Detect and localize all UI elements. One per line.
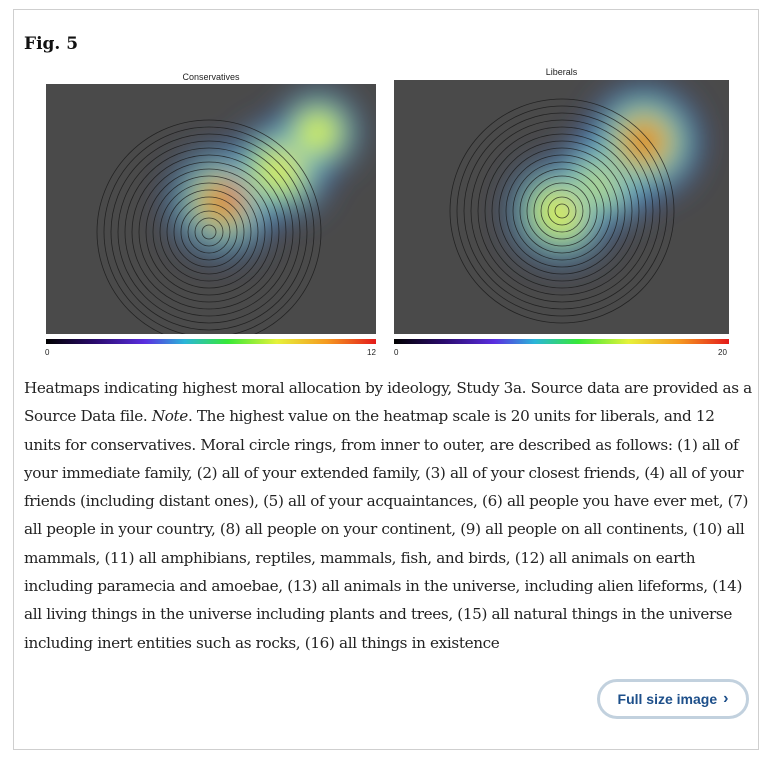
colorbar-liberals [394,339,729,344]
figure-label: Fig. 5 [24,34,79,54]
chevron-right-icon: › [723,690,729,707]
heatmap-conservatives [46,84,376,334]
colorbar-max-conservatives: 12 [367,348,376,357]
figure-caption [24,374,752,657]
full-size-image-label: Full size image [617,691,718,707]
heat-spot [212,191,234,213]
caption-text-2: . The highest value on the heatmap scale is 20 units for liberals, and 12 units for conservatives. Moral circle rings, from inner to outer, are described as follows: (1) all of your immediate family, (2) all of your extended family, (3) all of your closest friends, (4) all of your friends (including distant ones), (5) all of your acquaintances, (6) all people you have ever met, (7) all people in your country, (8) all people on your continent, (9) all people on all continents, (10) all mammals, (11) all amphibians, reptiles, mammals, fish, and birds, (12) all animals on earth including paramecia and amoebae, (13) all animals in the universe, including alien lifeforms, (14) all living things in the universe including plants and trees, (15) all natural things in the universe including inert entities such as rocks, (16) all things in existence [24,407,749,652]
heatmap-title-conservatives: Conservatives [182,72,240,82]
colorbar-conservatives [46,339,376,344]
colorbar-max-liberals: 20 [718,348,727,357]
heat-spot [633,131,656,154]
colorbar-min-liberals: 0 [394,348,399,357]
heatmap-liberals [394,80,729,334]
colorbar-min-conservatives: 0 [45,348,50,357]
caption-text-1: Heatmaps indicating highest moral allocation by ideology, Study 3a. Source data are provided as a Source Data file. [24,379,752,426]
heatmap-title-liberals: Liberals [545,67,578,77]
heat-spot [297,111,339,153]
full-size-image-button[interactable] [597,679,749,719]
caption-note-label: Note [151,407,188,426]
